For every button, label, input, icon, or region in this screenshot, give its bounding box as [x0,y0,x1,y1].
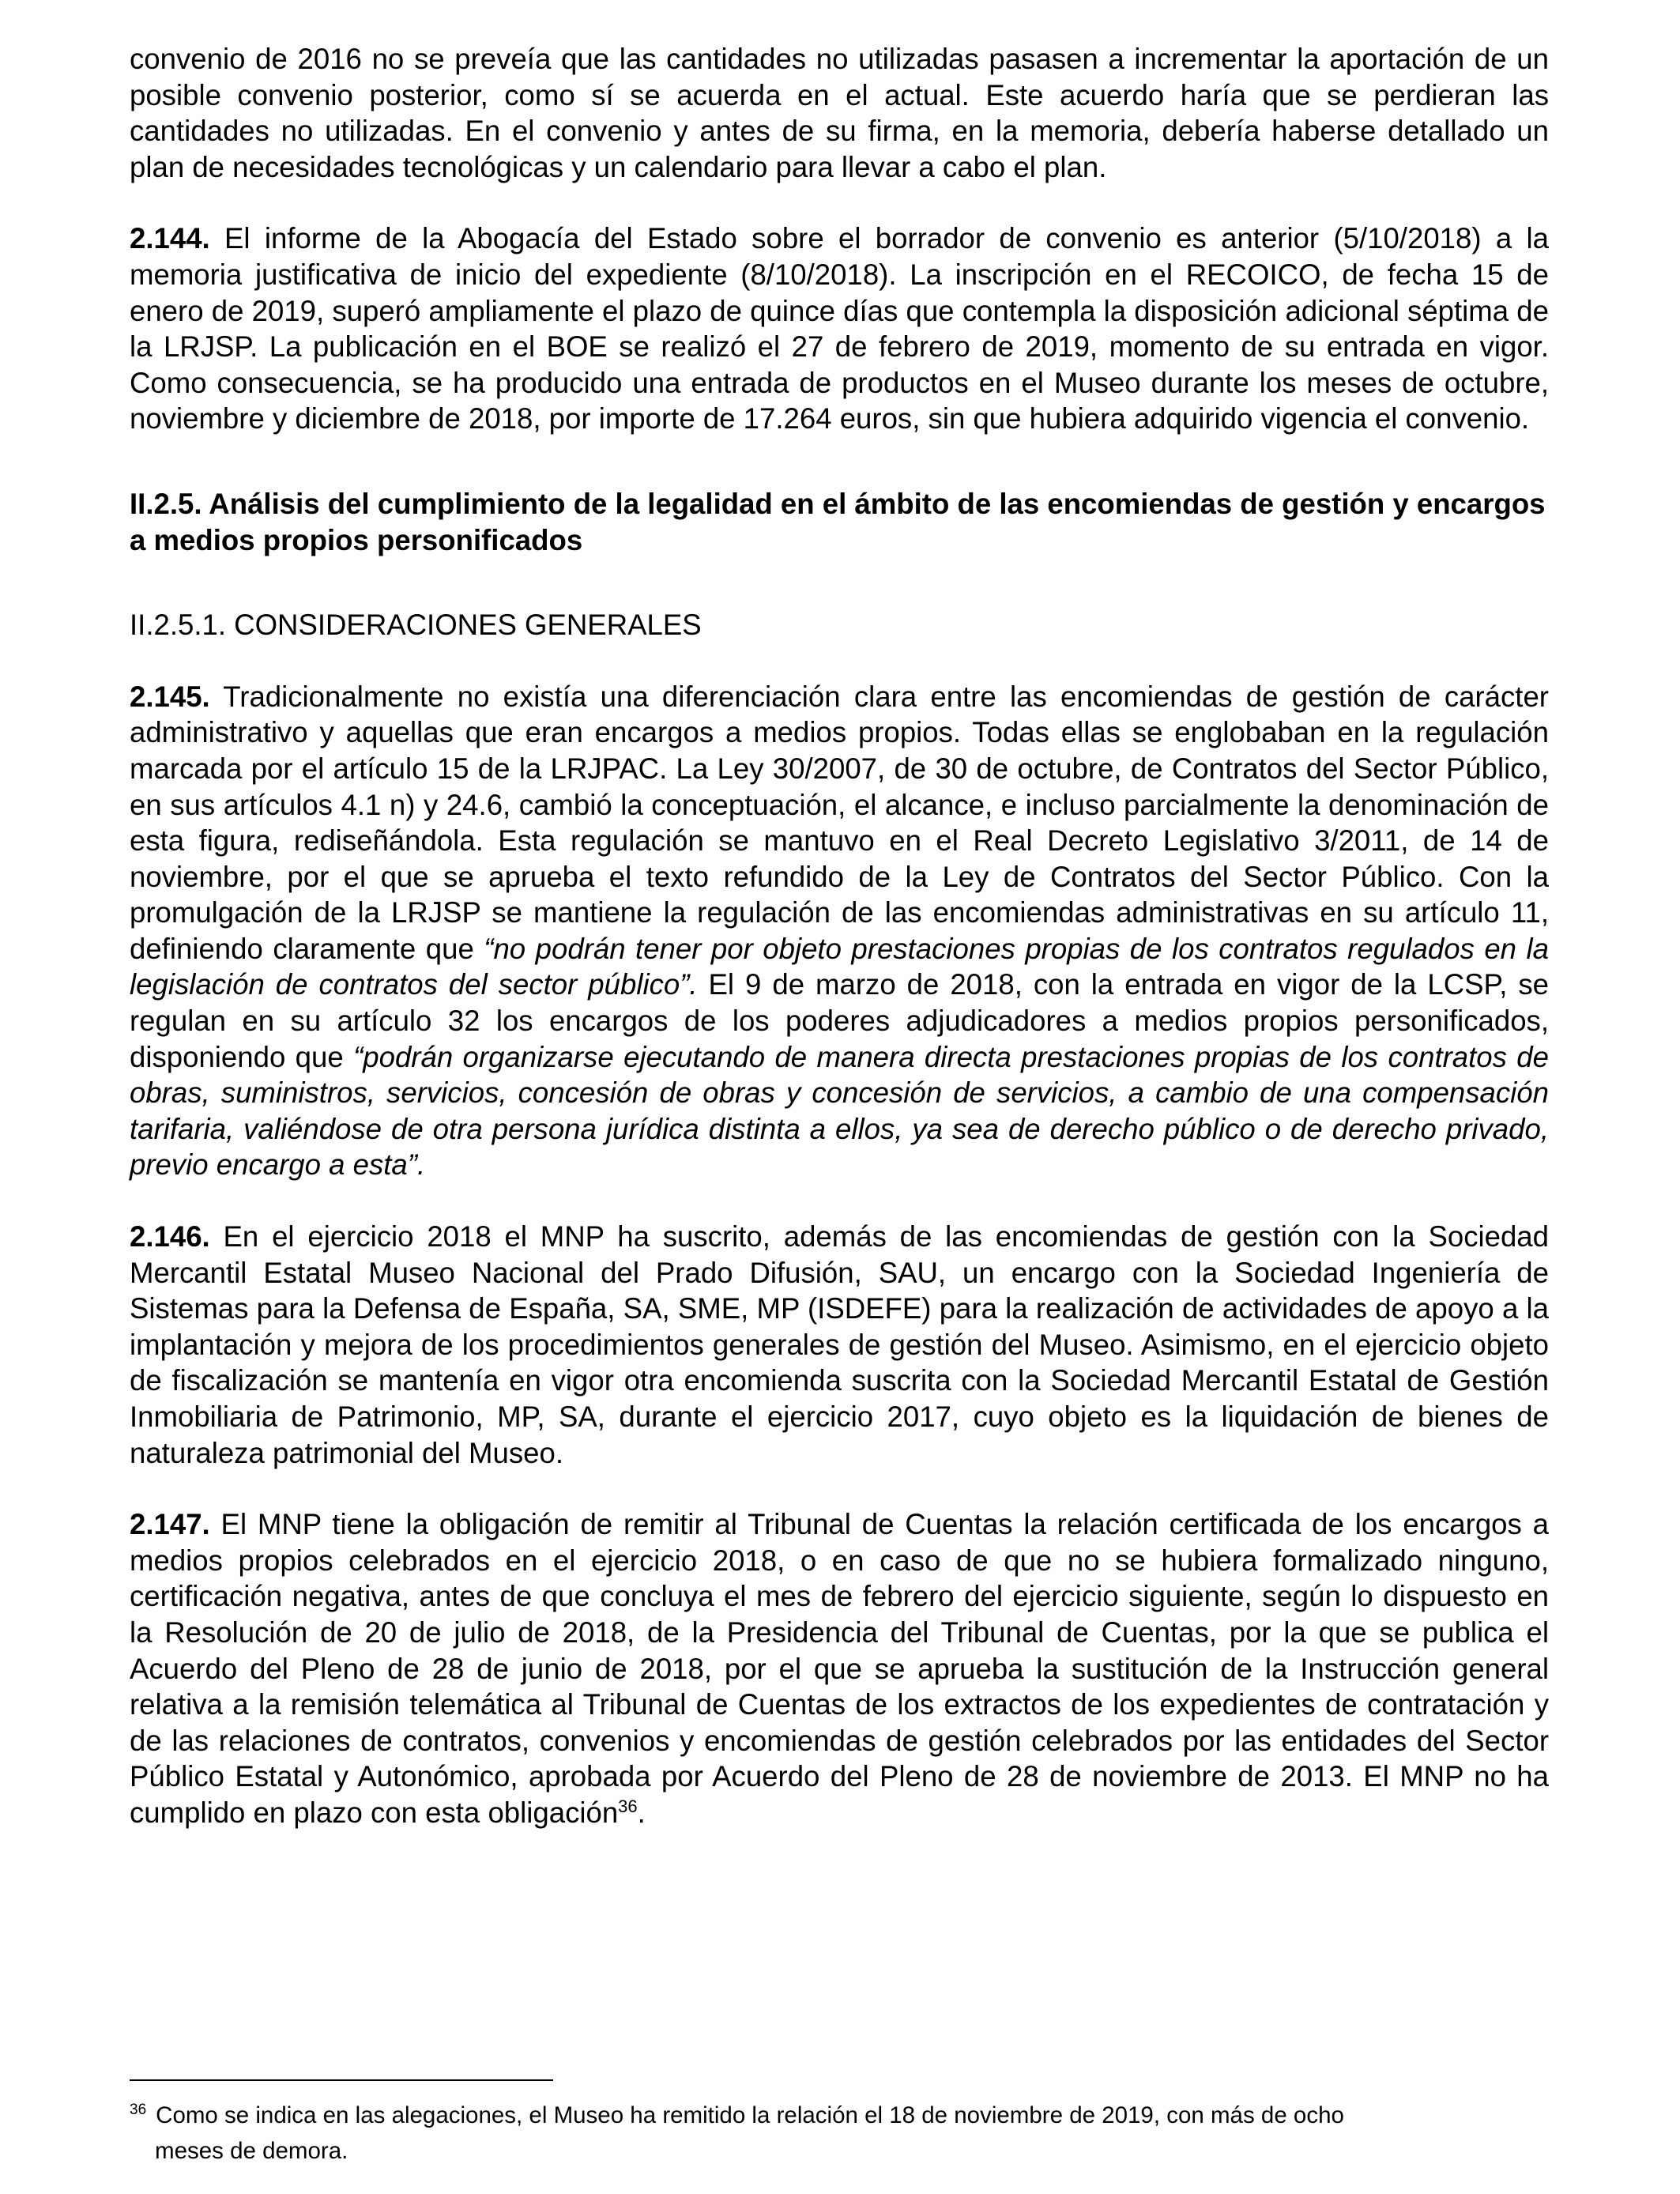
paragraph-text: Tradicionalmente no existía una diferenciación clara entre las encomiendas de gestión de carácter administrativo y aquellas que eran encargos a medios propios. Todas ellas se englobaban en la regulación marcada por el artículo 15 de la LRJPAC. La Ley 30/2007, de 30 de octubre, de Contratos del Sector Público, en sus artículos 4.1 n) y 24.6, cambió la conceptuación, el alcance, e incluso parcialmente la denominación de esta figura, rediseñándola. Esta regulación se mantuvo en el Real Decreto Legislativo 3/2011, de 14 de noviembre, por el que se aprueba el texto refundido de la Ley de Contratos del Sector Público. Con la promulgación de la LRJSP se mantiene la regulación de las encomiendas administrativas en su artículo 11, definiendo claramente que [130,680,1549,965]
paragraph-text: El MNP tiene la obligación de remitir al Tribunal de Cuentas la relación certificada de los encargos a medios propios celebrados en el ejercicio 2018, o en caso de que no se hubiera formalizado ninguno, certificación negativa, antes de que concluya el mes de febrero del ejercicio siguiente, según lo dispuesto en la Resolución de 20 de julio de 2018, de la Presidencia del Tribunal de Cuentas, por la que se publica el Acuerdo del Pleno de 28 de junio de 2018, por el que se aprueba la sustitución de la Instrucción general relativa a la remisión telemática al Tribunal de Cuentas de los extractos de los expedientes de contratación y de las relaciones de contratos, convenios y encomiendas de gestión celebrados por las entidades del Sector Público Estatal y Autonómico, aprobada por Acuerdo del Pleno de 28 de noviembre de 2013. El MNP no ha cumplido en plazo con esta obligación [130,1508,1549,1829]
paragraph-continuation [130,41,1549,185]
paragraph-2-144 [130,221,1549,437]
paragraph-text: El informe de la Abogacía del Estado sobre el borrador de convenio es anterior (5/10/2018) a la memoria justificativa de inicio del expediente (8/10/2018). La inscripción en el RECOICO, de fecha 15 de enero de 2019, superó ampliamente el plazo de quince días que contempla la disposición adicional séptima de la LRJSP. La publicación en el BOE se realizó el 27 de febrero de 2019, momento de su entrada en vigor. Como consecuencia, se ha producido una entrada de productos en el Museo durante los meses de octubre, noviembre y diciembre de 2018, por importe de 17.264 euros, sin que hubiera adquirido vigencia el convenio. [130,222,1549,435]
paragraph-2-146 [130,1219,1549,1471]
paragraph-number: 2.144. [130,222,210,255]
paragraph-2-147 [130,1506,1549,1830]
paragraph-number: 2.145. [130,680,210,713]
paragraph-2-145 [130,679,1549,1183]
quote-lrjsp: “no podrán tener por objeto prestaciones propias de los contratos regulados en la legislación de contratos del sector público”. [130,932,1549,1001]
subsection-heading-ii-2-5-1: II.2.5.1. CONSIDERACIONES GENERALES [130,609,702,642]
footnote-36 [130,2098,1549,2169]
paragraph-text: En el ejercicio 2018 el MNP ha suscrito, además de las encomiendas de gestión con la Sociedad Mercantil Estatal Museo Nacional del Prado Difusión, SAU, un encargo con la Sociedad Ingeniería de Sistemas para la Defensa de España, SA, SME, MP (ISDEFE) para la realización de actividades de apoyo a la implantación y mejora de los procedimientos generales de gestión del Museo. Asimismo, en el ejercicio objeto de fiscalización se mantenía en vigor otra encomienda suscrita con la Sociedad Mercantil Estatal de Gestión Inmobiliaria de Patrimonio, MP, SA, durante el ejercicio 2017, cuyo objeto es la liquidación de bienes de naturaleza patrimonial del Museo. [130,1220,1549,1469]
paragraph-text: El 9 de marzo de 2018, con la entrada en vigor de la LCSP, se regulan en su artículo 32 los encargos de los poderes adjudicadores a medios propios personificados, disponiendo que [130,968,1549,1073]
paragraph-number: 2.147. [130,1508,210,1541]
footnote-separator [130,2079,553,2081]
section-heading-ii-2-5: II.2.5. Análisis del cumplimiento de la legalidad en el ámbito de las encomiendas de gestión y encargos a medios propios personificados [130,487,1546,556]
document-page [130,41,1549,1831]
footnote-reference[interactable]: 36 [618,1796,638,1816]
paragraph-end: . [637,1796,646,1829]
footnote-mark: 36 [130,2102,147,2119]
paragraph-number: 2.146. [130,1220,210,1253]
quote-lcsp: “podrán organizarse ejecutando de manera directa prestaciones propias de los contratos de obras, suministros, servicios, concesión de obras y concesión de servicios, a cambio de una compensación tarifaria, valiéndose de otra persona jurídica distinta a ellos, ya sea de derecho público o de derecho privado, previo encargo a esta”. [130,1040,1549,1182]
footnote-text-line1: Como se indica en las alegaciones, el Museo ha remitido la relación el 18 de noviembre de 2019, con más de ocho [156,2102,1344,2128]
paragraph-text: convenio de 2016 no se preveía que las cantidades no utilizadas pasasen a incrementar la aportación de un posible convenio posterior, como sí se acuerda en el actual. Este acuerdo haría que se perdieran las cantidades no utilizadas. En el convenio y antes de su firma, en la memoria, debería haberse detallado un plan de necesidades tecnológicas y un calendario para llevar a cabo el plan. [130,43,1549,183]
footnote-text-line2: meses de demora. [155,2138,348,2164]
